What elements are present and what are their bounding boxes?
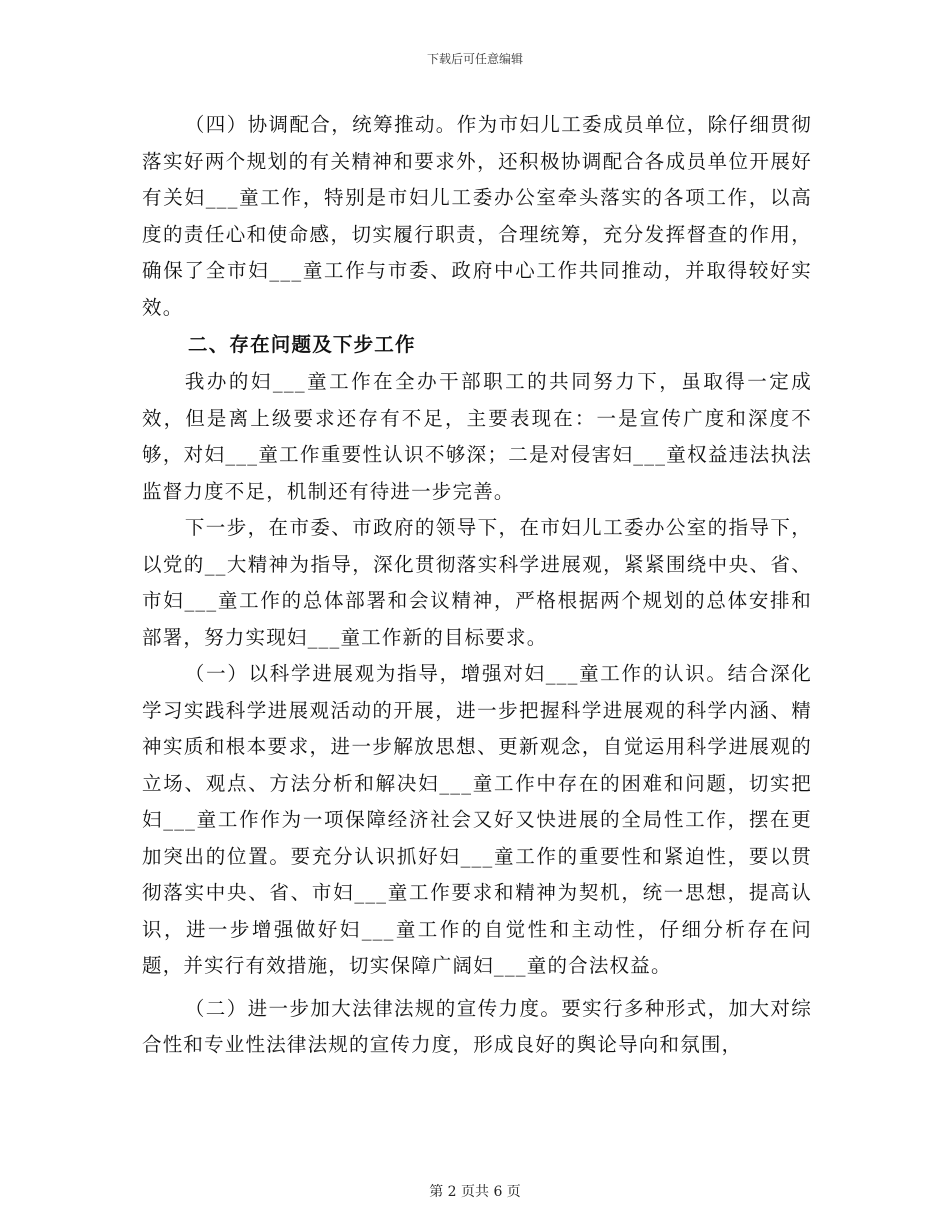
paragraph-coordination: （四）协调配合，统筹推动。作为市妇儿工委成员单位，除仔细贯彻落实好两个规划的有关精神和要求外，还积极协调配合各成员单位开展好有关妇___童工作，特别是市妇儿工委办公室牵头落实的各项工作，以高度的责任心和使命感，切实履行职责，合理统筹，充分发挥督查的作用，确保了全市妇___童工作与市委、政府中心工作共同推动，并取得较好实效。	[142, 113, 812, 319]
paragraph-next-steps: 下一步，在市委、市政府的领导下，在市妇儿工委办公室的指导下，以党的__大精神为指导，深化贯彻落实科学进展观，紧紧围绕中央、省、市妇___童工作的总体部署和会议精神，严格根据两个规划的总体安排和部署，努力实现妇___童工作新的目标要求。	[142, 516, 812, 649]
paragraph-item-2: （二）进一步加大法律法规的宣传力度。要实行多种形式，加大对综合性和专业性法律法规的宣传力度，形成良好的舆论导向和氛围，	[142, 996, 812, 1056]
document-body	[142, 107, 812, 1064]
paragraph-item-1: （一）以科学进展观为指导，增强对妇___童工作的认识。结合深化学习实践科学进展观活动的开展，进一步把握科学进展观的科学内涵、精神实质和根本要求，进一步解放思想、更新观念，自觉运用科学进展观的立场、观点、方法分析和解决妇___童工作中存在的困难和问题，切实把妇___童工作作为一项保障经济社会又好又快进展的全局性工作，摆在更加突出的位置。要充分认识抓好妇___童工作的重要性和紧迫性，要以贯彻落实中央、省、市妇___童工作要求和精神为契机，统一思想，提高认识，进一步增强做好妇___童工作的自觉性和主动性，仔细分析存在问题，并实行有效措施，切实保障广阔妇___童的合法权益。	[142, 662, 812, 977]
page-footer: 第 2 页共 6 页	[429, 1184, 521, 1200]
page-header: 下载后可任意编辑	[426, 52, 523, 66]
section-heading-problems: 二、存在问题及下步工作	[188, 333, 416, 356]
paragraph-problems: 我办的妇___童工作在全办干部职工的共同努力下，虽取得一定成效，但是离上级要求还存有不足，主要表现在：一是宣传广度和深度不够，对妇___童工作重要性认识不够深；二是对侵害妇___童权益违法执法监督力度不足，机制还有待进一步完善。	[142, 370, 812, 503]
